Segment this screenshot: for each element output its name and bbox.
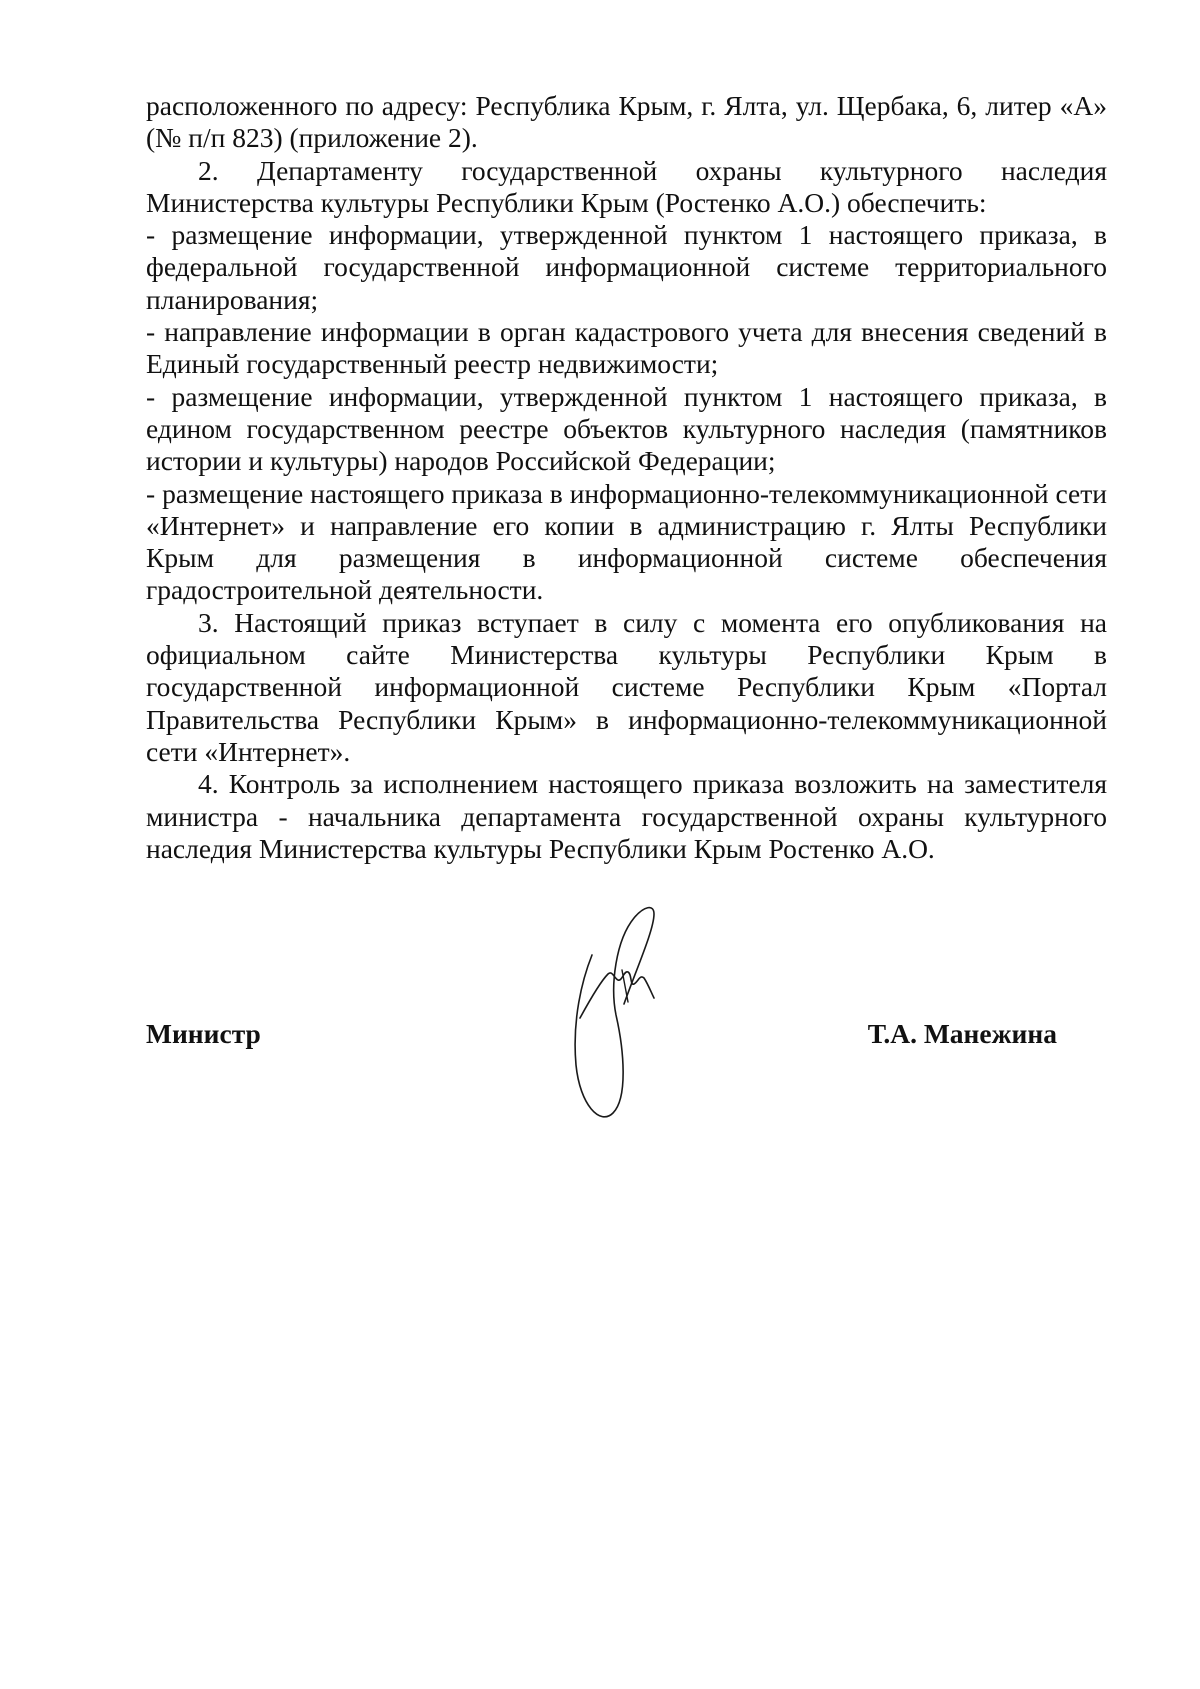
signer-name: Т.А. Манежина: [867, 1018, 1057, 1049]
paragraph-item-4: 4. Контроль за исполнением настоящего приказа возложить на заместителя министра - начальника департамента государственной охраны культурного наследия Министерства культуры Республики Крым Ростенко А.О.: [146, 768, 1107, 864]
signer-title: Министр: [146, 1018, 261, 1049]
paragraph-bullet-heritage-register: - размещение информации, утвержденной пунктом 1 настоящего приказа, в едином государственном реестре объектов культурного наследия (памятников истории и культуры) народов Российской Федерации;: [146, 380, 1107, 477]
paragraph-bullet-cadastral: - направление информации в орган кадастрового учета для внесения сведений в Единый государственный реестр недвижимости;: [146, 316, 1107, 380]
handwritten-signature: [558, 900, 708, 1130]
paragraph-address-continuation: расположенного по адресу: Республика Крым, г. Ялта, ул. Щербака, 6, литер «А» (№ п/п 823) (приложение 2).: [146, 90, 1107, 154]
paragraph-item-3: 3. Настоящий приказ вступает в силу с момента его опубликования на официальном сайте Министерства культуры Республики Крым в государственной информационной системе Республики Крым «Портал Правительства Республики Крым» в информационно-телекоммуникационной сети «Интернет».: [146, 606, 1107, 767]
paragraph-bullet-territorial-planning: - размещение информации, утвержденной пунктом 1 настоящего приказа, в федеральной государственной информационной системе территориального планирования;: [146, 219, 1107, 315]
signature-row: [146, 1018, 1107, 1058]
document-body: [146, 90, 1107, 865]
paragraph-item-2: 2. Департаменту государственной охраны культурного наследия Министерства культуры Республики Крым (Ростенко А.О.) обеспечить:: [146, 154, 1107, 218]
paragraph-bullet-internet: - размещение настоящего приказа в информационно-телекоммуникационной сети «Интернет» и направление его копии в администрацию г. Ялты Республики Крым для размещения в информационной системе обеспечения градостроительной деятельности.: [146, 477, 1107, 606]
